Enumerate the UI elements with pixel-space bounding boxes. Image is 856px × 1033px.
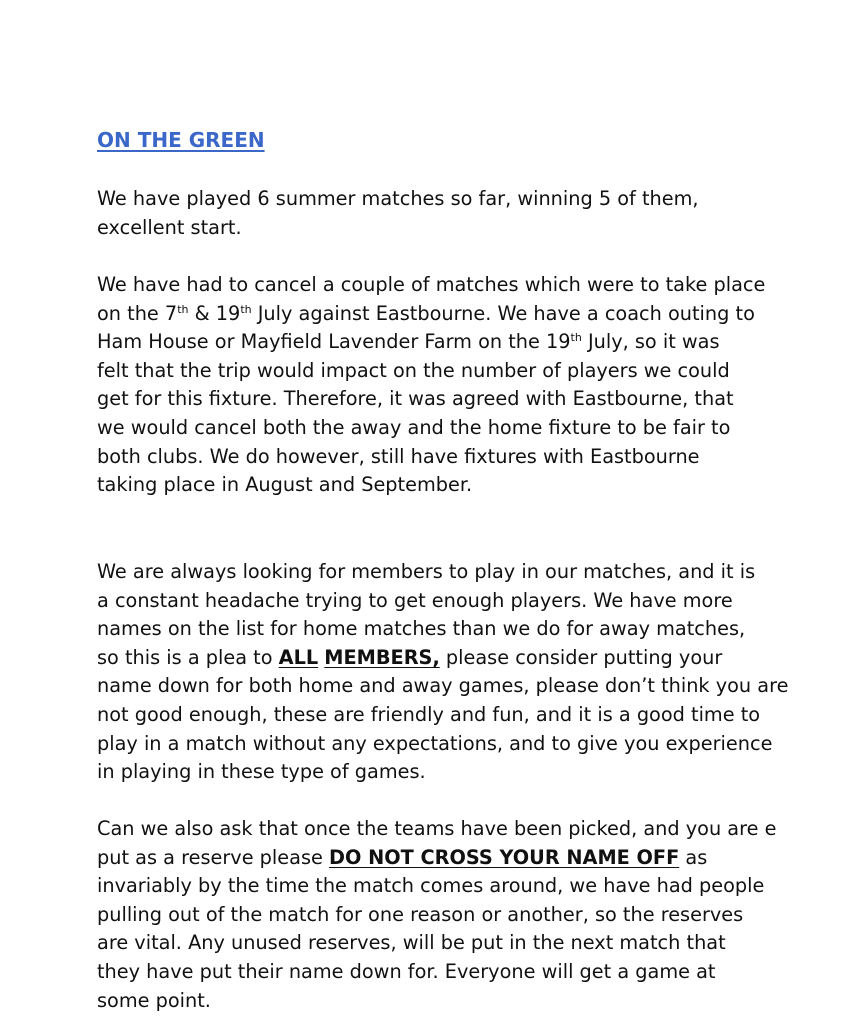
text-line [97,328,797,357]
text-line [97,844,797,873]
text-run: July against Eastbourne. We have a coach outing to [251,301,755,325]
text-line: We are always looking for members to play in our matches, and it is [97,560,756,583]
text-line: we would cancel both the away and the home fixture to be fair to [97,415,731,439]
ordinal-suffix: th [177,302,189,316]
emphasis-do-not-cross: DO NOT CROSS YOUR NAME OFF [329,845,680,869]
text-line: not good enough, these are friendly and fun, and it is a good time to [97,702,761,726]
text-run: on the 7 [97,301,178,325]
text-line: Can we also ask that once the teams have been picked, and you are e [97,817,777,840]
text-line: names on the list for home matches than we do for away matches, [97,617,746,641]
text-line: get for this fixture. Therefore, it was agreed with Eastbourne, that [97,387,734,411]
text-line: We have played 6 summer matches so far, winning 5 of them, [97,187,699,210]
text-line [97,300,797,329]
text-line: felt that the trip would impact on the number of players we could [97,358,730,382]
text-line: name down for both home and away games, please don’t think you are [97,674,789,698]
ordinal-suffix: th [240,302,252,316]
paragraph-reserves [97,815,797,1015]
text-run: July, so it was [581,330,720,354]
text-line: some point. [97,988,211,1012]
text-line [97,644,797,673]
text-run: Ham House or Mayfield Lavender Farm on the 19 [97,330,571,354]
text-line: a constant headache trying to get enough players. We have more [97,588,733,612]
paragraph-season-results [97,185,797,242]
section-heading: ON THE GREEN [97,128,265,152]
text-line: We have had to cancel a couple of matches which were to take place [97,273,766,296]
text-run: so this is a plea to [97,645,279,669]
text-line: they have put their name down for. Everyone will get a game at [97,959,716,983]
text-run: please consider putting your [439,645,723,669]
text-line: invariably by the time the match comes around, we have had people [97,874,765,898]
emphasis-members: MEMBERS, [324,645,440,669]
text-line: are vital. Any unused reserves, will be put in the next match that [97,931,726,955]
text-run: & 19 [188,301,241,325]
paragraph-member-plea [97,558,797,787]
ordinal-suffix: th [570,331,582,345]
text-line: in playing in these type of games. [97,760,426,784]
text-line: play in a match without any expectations, and to give you experience [97,731,773,755]
text-line: taking place in August and September. [97,473,473,497]
emphasis-all: ALL [278,645,319,669]
text-line: excellent start. [97,215,242,239]
text-line: both clubs. We do however, still have fixtures with Eastbourne [97,444,700,468]
text-line: pulling out of the match for one reason or another, so the reserves [97,902,744,926]
paragraph-cancelled-matches [97,271,797,500]
text-run: put as a reserve please [97,845,329,869]
text-run: as [679,845,708,869]
